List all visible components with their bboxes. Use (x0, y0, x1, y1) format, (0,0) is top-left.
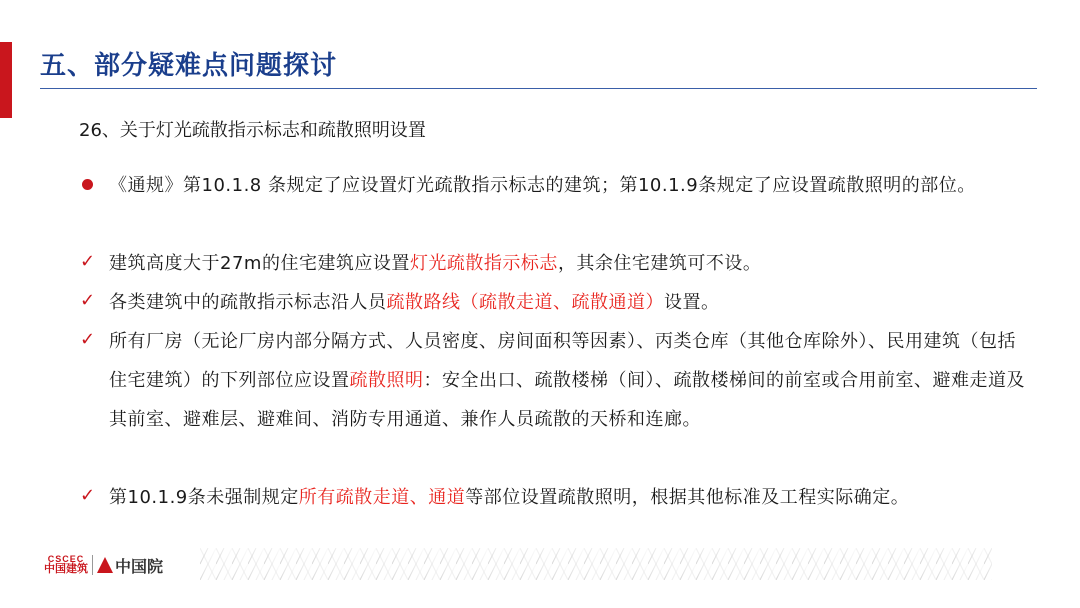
footer-pattern (200, 548, 992, 580)
logo-divider (92, 555, 93, 575)
list-item-4 (78, 322, 1028, 439)
accent-bar (0, 42, 12, 118)
item-text-segment: 所有厂房（无论厂房内部分隔方式、人员密度、房间面积等因素）、丙类仓库（其他仓库除外）、民用建筑（包括住宅建筑）的下列部位应设置 (109, 331, 1016, 391)
item-text (109, 478, 1028, 517)
list-item-1 (78, 166, 1028, 205)
cscec-logo (44, 555, 88, 575)
check-icon: ✓ (80, 251, 96, 272)
cscec-logo-bottom: 中国建筑 (44, 563, 88, 575)
item-text-segment: 设置。 (664, 292, 720, 313)
item-text-segment: 等部位设置疏散照明，根据其他标准及工程实际确定。 (465, 487, 910, 508)
list-item-2 (78, 244, 1028, 283)
check-icon: ✓ (80, 290, 96, 311)
highlighted-text: 疏散照明 (349, 370, 424, 391)
institute-name: 中国院 (115, 558, 164, 576)
highlighted-text: 灯光疏散指示标志 (409, 253, 558, 274)
item-text-segment: 第10.1.9条未强制规定 (109, 487, 299, 508)
item-text-segment: ，其余住宅建筑可不设。 (557, 253, 762, 274)
page-title: 五、部分疑难点问题探讨 (40, 51, 338, 81)
item-text (109, 283, 1028, 322)
item-text (109, 322, 1028, 439)
cscec-logo-top: CSCEC (47, 554, 85, 564)
institute-mark-icon (97, 557, 113, 573)
highlighted-text: 疏散路线（疏散走道、疏散通道） (386, 292, 664, 313)
section-subtitle: 26、关于灯光疏散指示标志和疏散照明设置 (79, 120, 426, 141)
list-item-5 (78, 478, 1028, 517)
item-text (109, 244, 1028, 283)
title-divider (40, 88, 1037, 89)
item-text-segment: 《通规》第10.1.8 条规定了应设置灯光疏散指示标志的建筑；第10.1.9条规定了应设置疏散照明的部位。 (109, 175, 976, 196)
item-text-segment: 各类建筑中的疏散指示标志沿人员 (109, 292, 387, 313)
list-item-3 (78, 283, 1028, 322)
check-icon: ✓ (80, 329, 96, 350)
item-text (109, 166, 1028, 205)
item-text-segment: 建筑高度大于27m的住宅建筑应设置 (109, 253, 410, 274)
highlighted-text: 所有疏散走道、通道 (298, 487, 466, 508)
bullet-icon (78, 166, 100, 202)
check-icon: ✓ (80, 485, 96, 506)
item-text-segment: ：安全出口、疏散楼梯（间）、疏散楼梯间的前室或合用前室、避难走道及其前室、避难层、避难间、消防专用通道、兼作人员疏散的天桥和连廊。 (109, 370, 1025, 430)
footer-logo (44, 552, 163, 578)
